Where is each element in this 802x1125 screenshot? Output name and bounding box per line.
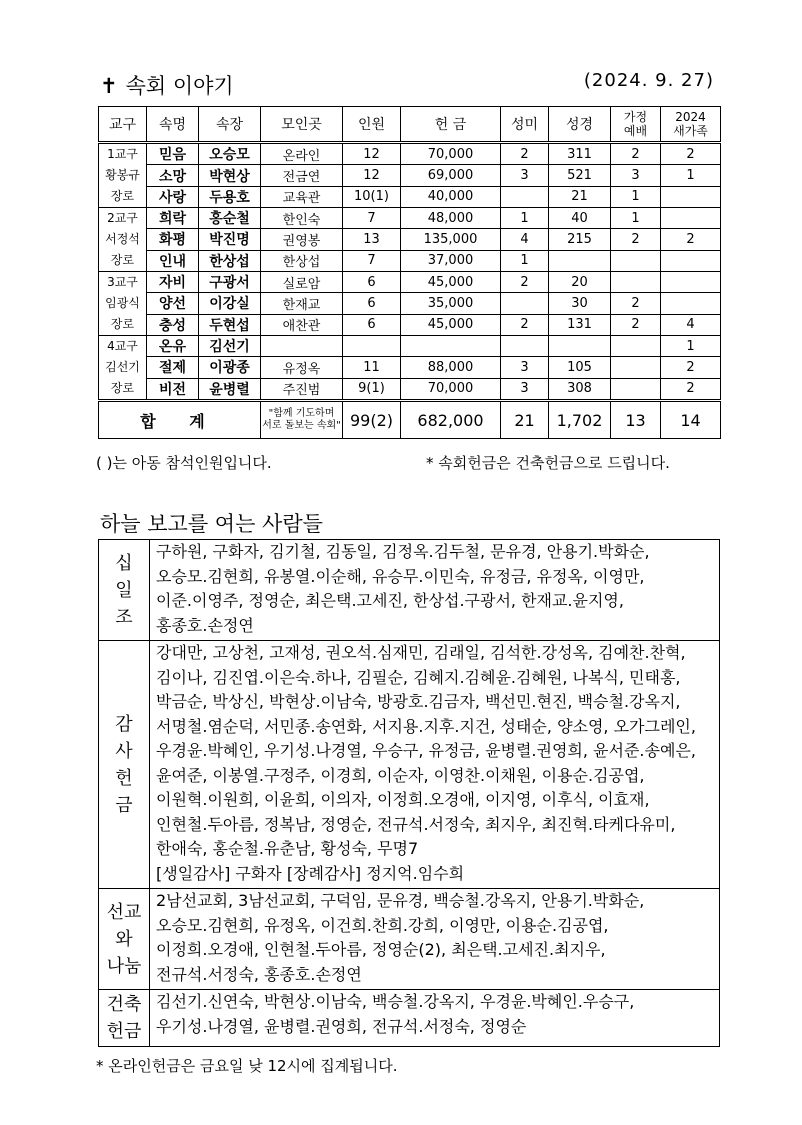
- district-cell: 2교구 서정석 장로: [99, 208, 147, 272]
- table-row: [99, 357, 721, 378]
- header-row: [99, 107, 721, 143]
- table-cell: 48,000: [401, 208, 501, 229]
- total-row: [99, 401, 721, 439]
- table-cell: 두용호: [199, 186, 261, 207]
- table-cell: 2: [661, 378, 721, 400]
- table-cell: 김선기: [199, 336, 261, 357]
- table-cell: 2: [611, 229, 661, 250]
- title: [100, 70, 234, 100]
- table-cell: 2: [611, 143, 661, 165]
- table-cell: 2: [611, 314, 661, 335]
- table-cell: 88,000: [401, 357, 501, 378]
- table-cell: 7: [343, 208, 401, 229]
- table-cell: [661, 250, 721, 271]
- total-cell: 682,000: [401, 401, 501, 439]
- table-cell: 권영봉: [261, 229, 343, 250]
- column-header: 헌 금: [401, 107, 501, 143]
- total-cell: 21: [501, 401, 549, 439]
- table-cell: 유정옥: [261, 357, 343, 378]
- table-cell: 두현섭: [199, 314, 261, 335]
- donor-row: [99, 540, 720, 641]
- table-cell: 1: [661, 336, 721, 357]
- total-cell: 1,702: [549, 401, 611, 439]
- district-cell: 1교구 황봉규 장로: [99, 143, 147, 208]
- note-offering: * 속회헌금은 건축헌금으로 드립니다.: [426, 454, 670, 472]
- table-row: [99, 250, 721, 271]
- district-cell: 4교구 김선기 장로: [99, 336, 147, 401]
- table-row: [99, 229, 721, 250]
- footnote: * 온라인헌금은 금요일 낮 12시에 집계됩니다.: [96, 1057, 398, 1075]
- table-cell: 215: [549, 229, 611, 250]
- table-cell: 2: [501, 314, 549, 335]
- table-cell: [661, 208, 721, 229]
- table-row: [99, 272, 721, 293]
- table-cell: [401, 336, 501, 357]
- table-cell: 4: [661, 314, 721, 335]
- column-header: 속장: [199, 107, 261, 143]
- table-cell: 이강실: [199, 293, 261, 314]
- table-cell: [261, 336, 343, 357]
- table-cell: [611, 272, 661, 293]
- table-row: [99, 143, 721, 165]
- table-cell: 교육관: [261, 186, 343, 207]
- slogan: "함께 기도하며 서로 돌보는 속회": [261, 401, 343, 439]
- table-cell: [661, 293, 721, 314]
- table-cell: 7: [343, 250, 401, 271]
- table-cell: 2: [501, 272, 549, 293]
- donor-row: [99, 641, 720, 889]
- donors-table: [98, 539, 720, 1047]
- column-header: 모인곳: [261, 107, 343, 143]
- donor-category: 십 일 조: [99, 540, 150, 641]
- table-cell: 40,000: [401, 186, 501, 207]
- table-cell: 구광서: [199, 272, 261, 293]
- table-cell: 135,000: [401, 229, 501, 250]
- table-cell: 3: [501, 357, 549, 378]
- total-cell: 99(2): [343, 401, 401, 439]
- table-cell: 12: [343, 143, 401, 165]
- table-cell: 양선: [147, 293, 199, 314]
- table-cell: 6: [343, 293, 401, 314]
- column-header: 성미: [501, 107, 549, 143]
- table-cell: 온유: [147, 336, 199, 357]
- table-cell: 70,000: [401, 143, 501, 165]
- table-cell: 한상섭: [261, 250, 343, 271]
- table-cell: 1: [501, 208, 549, 229]
- table-cell: 69,000: [401, 165, 501, 186]
- table-cell: 소망: [147, 165, 199, 186]
- table-cell: 믿음: [147, 143, 199, 165]
- table-cell: 1: [611, 208, 661, 229]
- cross-icon: ✝: [100, 74, 118, 98]
- table-cell: 화평: [147, 229, 199, 250]
- table-cell: 1: [611, 186, 661, 207]
- table-cell: [611, 336, 661, 357]
- table-cell: 35,000: [401, 293, 501, 314]
- table-cell: 3: [501, 378, 549, 400]
- date: (2024. 9. 27): [583, 70, 714, 91]
- table-row: [99, 314, 721, 335]
- table-cell: [549, 336, 611, 357]
- table-header: [99, 107, 721, 143]
- cell-group-table: [98, 106, 721, 439]
- total-label: 합 계: [99, 401, 261, 439]
- column-header: 2024 새가족: [661, 107, 721, 143]
- table-row: [99, 378, 721, 400]
- table-cell: 11: [343, 357, 401, 378]
- column-header: 교구: [99, 107, 147, 143]
- table-cell: 20: [549, 272, 611, 293]
- table-cell: 오승모: [199, 143, 261, 165]
- column-header: 인원: [343, 107, 401, 143]
- table-cell: 1: [661, 165, 721, 186]
- table-cell: 2: [661, 229, 721, 250]
- table-cell: 521: [549, 165, 611, 186]
- table-row: [99, 336, 721, 357]
- table-cell: 사랑: [147, 186, 199, 207]
- table-cell: 전금연: [261, 165, 343, 186]
- table-cell: 308: [549, 378, 611, 400]
- table-row: [99, 208, 721, 229]
- table-cell: 2: [501, 143, 549, 165]
- table-body: [99, 143, 721, 439]
- table-cell: 한인숙: [261, 208, 343, 229]
- table-cell: 13: [343, 229, 401, 250]
- table-cell: 2: [611, 293, 661, 314]
- donor-row: [99, 889, 720, 990]
- table-cell: [611, 357, 661, 378]
- donor-category: 선교 와 나눔: [99, 889, 150, 990]
- donor-names: 2남선교회, 3남선교회, 구덕임, 문유경, 백승철.강옥지, 안용기.박화순, 오승모.김현희, 유정옥, 이건희.찬희.강희, 이영만, 이용순.김공엽, 이정희.오경애, 인현철.두아름, 정영순(2), 최은택.고세진.최지우, 전규석.서정숙, 홍종호.손정연: [150, 889, 720, 990]
- donor-category: 감 사 헌 금: [99, 641, 150, 889]
- table-cell: 37,000: [401, 250, 501, 271]
- table-cell: 인내: [147, 250, 199, 271]
- table-cell: 온라인: [261, 143, 343, 165]
- table-cell: 9(1): [343, 378, 401, 400]
- column-header: 가정 예배: [611, 107, 661, 143]
- table-cell: 박현상: [199, 165, 261, 186]
- table-cell: 자비: [147, 272, 199, 293]
- column-header: 성경: [549, 107, 611, 143]
- table-cell: 3: [611, 165, 661, 186]
- table-cell: 10(1): [343, 186, 401, 207]
- donor-names: 김선기.신연숙, 박현상.이남숙, 백승철.강옥지, 우경윤.박혜인.우승구, 우기성.나경열, 윤병렬.권영희, 전규석.서정숙, 정영순: [150, 990, 720, 1047]
- table-cell: 박진명: [199, 229, 261, 250]
- table-cell: 6: [343, 314, 401, 335]
- table-cell: 105: [549, 357, 611, 378]
- table-cell: [611, 378, 661, 400]
- table-cell: 1: [501, 250, 549, 271]
- table-cell: [661, 272, 721, 293]
- table-cell: 한재교: [261, 293, 343, 314]
- table-cell: 30: [549, 293, 611, 314]
- table-row: [99, 186, 721, 207]
- table-cell: [549, 250, 611, 271]
- table-cell: 6: [343, 272, 401, 293]
- table-cell: 45,000: [401, 314, 501, 335]
- table-cell: 비전: [147, 378, 199, 400]
- table-cell: 홍순철: [199, 208, 261, 229]
- total-cell: 14: [661, 401, 721, 439]
- table-cell: [501, 336, 549, 357]
- table-cell: 311: [549, 143, 611, 165]
- table-cell: 윤병렬: [199, 378, 261, 400]
- donor-names: 구하원, 구화자, 김기철, 김동일, 김정옥.김두철, 문유경, 안용기.박화순, 오승모.김현희, 유봉열.이순해, 유승무.이민숙, 유정금, 유정옥, 이영만, 이준.이영주, 정영순, 최은택.고세진, 한상섭.구광서, 한재교.윤지영, 홍종호.손정연: [150, 540, 720, 641]
- table-cell: [501, 293, 549, 314]
- donor-names: 강대만, 고상천, 고재성, 권오석.심재민, 김래일, 김석한.강성옥, 김예찬.찬혁, 김이나, 김진엽.이은숙.하나, 김필순, 김혜지.김혜윤.김혜원, 나복식, 민태홍, 박금순, 박상신, 박현상.이남숙, 방광호.김금자, 백선민.현진, 백승철.강옥지, 서명철.염순덕, 서민종.송연화, 서지용.지후.지건, 성태순, 양소영, 오가그레인, 우경윤.박혜인, 우기성.나경열, 우승구, 유정금, 윤병렬.권영희, 윤서준.송예은, 윤여준, 이봉열.구정주, 이경희, 이순자, 이영찬.이채원, 이용순.김공엽, 이원혁.이원희, 이윤희, 이의자, 이정희.오경애, 이지영, 이후식, 이효재, 인현철.두아름, 정복남, 정영순, 전규석.서정숙, 최지우, 최진혁.타케다유미, 한애숙, 홍순철.유춘남, 황성숙, 무명7 [생일감사] 구화자 [장례감사] 정지억.임수희: [150, 641, 720, 889]
- table-cell: 애찬관: [261, 314, 343, 335]
- table-cell: 21: [549, 186, 611, 207]
- table-cell: 3: [501, 165, 549, 186]
- table-cell: 131: [549, 314, 611, 335]
- table-cell: 40: [549, 208, 611, 229]
- table-row: [99, 165, 721, 186]
- district-cell: 3교구 임광식 장로: [99, 272, 147, 336]
- table-cell: 한상섭: [199, 250, 261, 271]
- donor-row: [99, 990, 720, 1047]
- table-cell: [501, 186, 549, 207]
- table-cell: 70,000: [401, 378, 501, 400]
- note-children: ( )는 아동 참석인원입니다.: [96, 454, 272, 472]
- table-cell: 실로암: [261, 272, 343, 293]
- table-cell: [343, 336, 401, 357]
- total-cell: 13: [611, 401, 661, 439]
- table-cell: [661, 186, 721, 207]
- donor-category: 건축 헌금: [99, 990, 150, 1047]
- table-cell: 2: [661, 143, 721, 165]
- subtitle: 하늘 보고를 여는 사람들: [100, 512, 323, 536]
- table-cell: 4: [501, 229, 549, 250]
- table-cell: 이광종: [199, 357, 261, 378]
- title-text: 속회 이야기: [125, 74, 234, 98]
- table-cell: 45,000: [401, 272, 501, 293]
- table-cell: 12: [343, 165, 401, 186]
- table-cell: 2: [661, 357, 721, 378]
- table-cell: 희락: [147, 208, 199, 229]
- column-header: 속명: [147, 107, 199, 143]
- table-cell: 주진범: [261, 378, 343, 400]
- table-cell: [611, 250, 661, 271]
- table-row: [99, 293, 721, 314]
- table-cell: 절제: [147, 357, 199, 378]
- table-cell: 충성: [147, 314, 199, 335]
